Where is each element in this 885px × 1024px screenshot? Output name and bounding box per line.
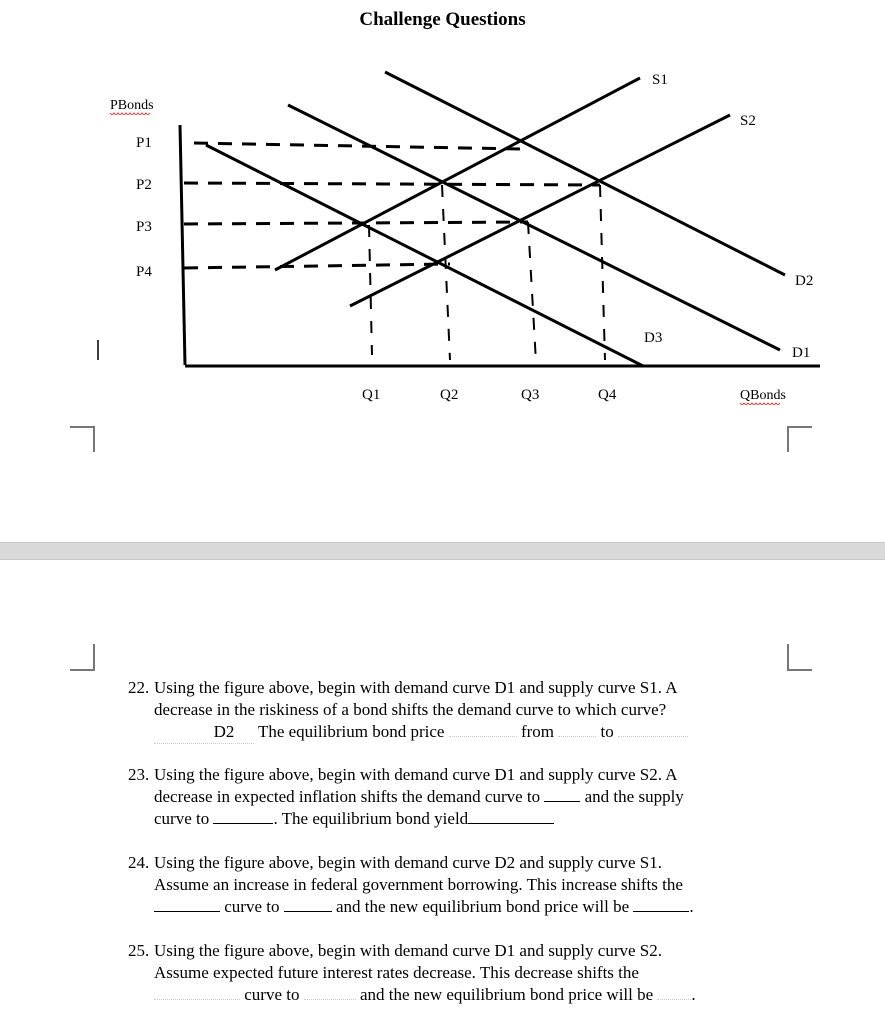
question-number: 22.	[128, 678, 150, 697]
question-number: 23.	[128, 765, 150, 784]
question-line-3	[154, 721, 828, 744]
question-25	[128, 940, 828, 1006]
answer-blank[interactable]	[657, 999, 691, 1000]
question-text: from	[520, 722, 554, 741]
d1-label: D1	[792, 345, 811, 361]
question-text: decrease in expected inflation shifts the demand curve to	[154, 787, 541, 806]
question-text: and the new equilibrium bond price will be	[335, 897, 630, 916]
crop-mark-top-right	[788, 427, 812, 452]
q3-label: Q3	[521, 387, 540, 403]
question-line-3	[154, 896, 828, 918]
crop-mark-top-left	[70, 427, 94, 452]
question-text: and the new equilibrium bond price will be	[359, 985, 654, 1004]
question-text: The equilibrium bond price	[257, 722, 445, 741]
answer-blank[interactable]	[544, 786, 580, 802]
question-number: 25.	[128, 941, 150, 960]
d2-label: D2	[795, 273, 814, 289]
question-23	[128, 764, 828, 830]
question-text: .	[689, 897, 694, 916]
question-24	[128, 852, 828, 918]
answer-blank[interactable]	[213, 808, 273, 824]
question-text: curve to	[224, 897, 280, 916]
s1-label: S1	[652, 72, 668, 88]
question-text: curve to	[154, 809, 210, 828]
question-text: and the supply	[584, 787, 684, 806]
question-line: Assume expected future interest rates decrease. This decrease shifts the	[154, 963, 639, 982]
crop-mark-bottom-left	[70, 644, 94, 670]
answer-blank[interactable]	[154, 896, 220, 912]
p2-label: P2	[136, 177, 152, 193]
answer-blank[interactable]	[154, 721, 254, 744]
s2-label: S2	[740, 113, 756, 129]
question-line: Using the figure above, begin with demand curve D1 and supply curve S1. A	[154, 678, 678, 697]
answer-blank[interactable]	[558, 736, 596, 737]
question-text: to	[600, 722, 614, 741]
x-axis-label: QBonds	[740, 388, 786, 403]
question-text: . The equilibrium bond yield	[273, 809, 469, 828]
answer-blank[interactable]	[618, 736, 688, 737]
question-text: .	[691, 985, 696, 1004]
question-line: decrease in the riskiness of a bond shifts the demand curve to which curve?	[154, 700, 667, 719]
answer-blank[interactable]	[284, 896, 332, 912]
answer-blank[interactable]	[468, 808, 554, 824]
question-line-3	[154, 984, 828, 1006]
p4-label: P4	[136, 264, 152, 280]
question-number: 24.	[128, 853, 150, 872]
q4-label: Q4	[598, 387, 617, 403]
p3-label: P3	[136, 219, 152, 235]
y-axis-label: PBonds	[110, 98, 154, 113]
q2-label: Q2	[440, 387, 459, 403]
question-line: Assume an increase in federal government borrowing. This increase shifts the	[154, 875, 683, 894]
crop-mark-bottom-right	[788, 644, 812, 670]
answer-blank[interactable]	[154, 999, 240, 1000]
question-22	[128, 677, 828, 744]
question-line-3	[154, 808, 828, 830]
question-text: curve to	[244, 985, 300, 1004]
question-line: Using the figure above, begin with demand curve D2 and supply curve S1.	[154, 853, 662, 872]
answer-text: D2	[213, 722, 235, 741]
d3-label: D3	[644, 330, 663, 346]
answer-blank[interactable]	[304, 999, 356, 1000]
question-line-2	[154, 786, 828, 808]
question-line: Using the figure above, begin with demand curve D1 and supply curve S2.	[154, 941, 662, 960]
answer-blank[interactable]	[449, 736, 517, 737]
q1-label: Q1	[362, 387, 381, 403]
answer-blank[interactable]	[633, 896, 689, 912]
page-title: Challenge Questions	[359, 9, 526, 30]
question-line: Using the figure above, begin with demand curve D1 and supply curve S2. A	[154, 765, 678, 784]
p1-label: P1	[136, 135, 152, 151]
